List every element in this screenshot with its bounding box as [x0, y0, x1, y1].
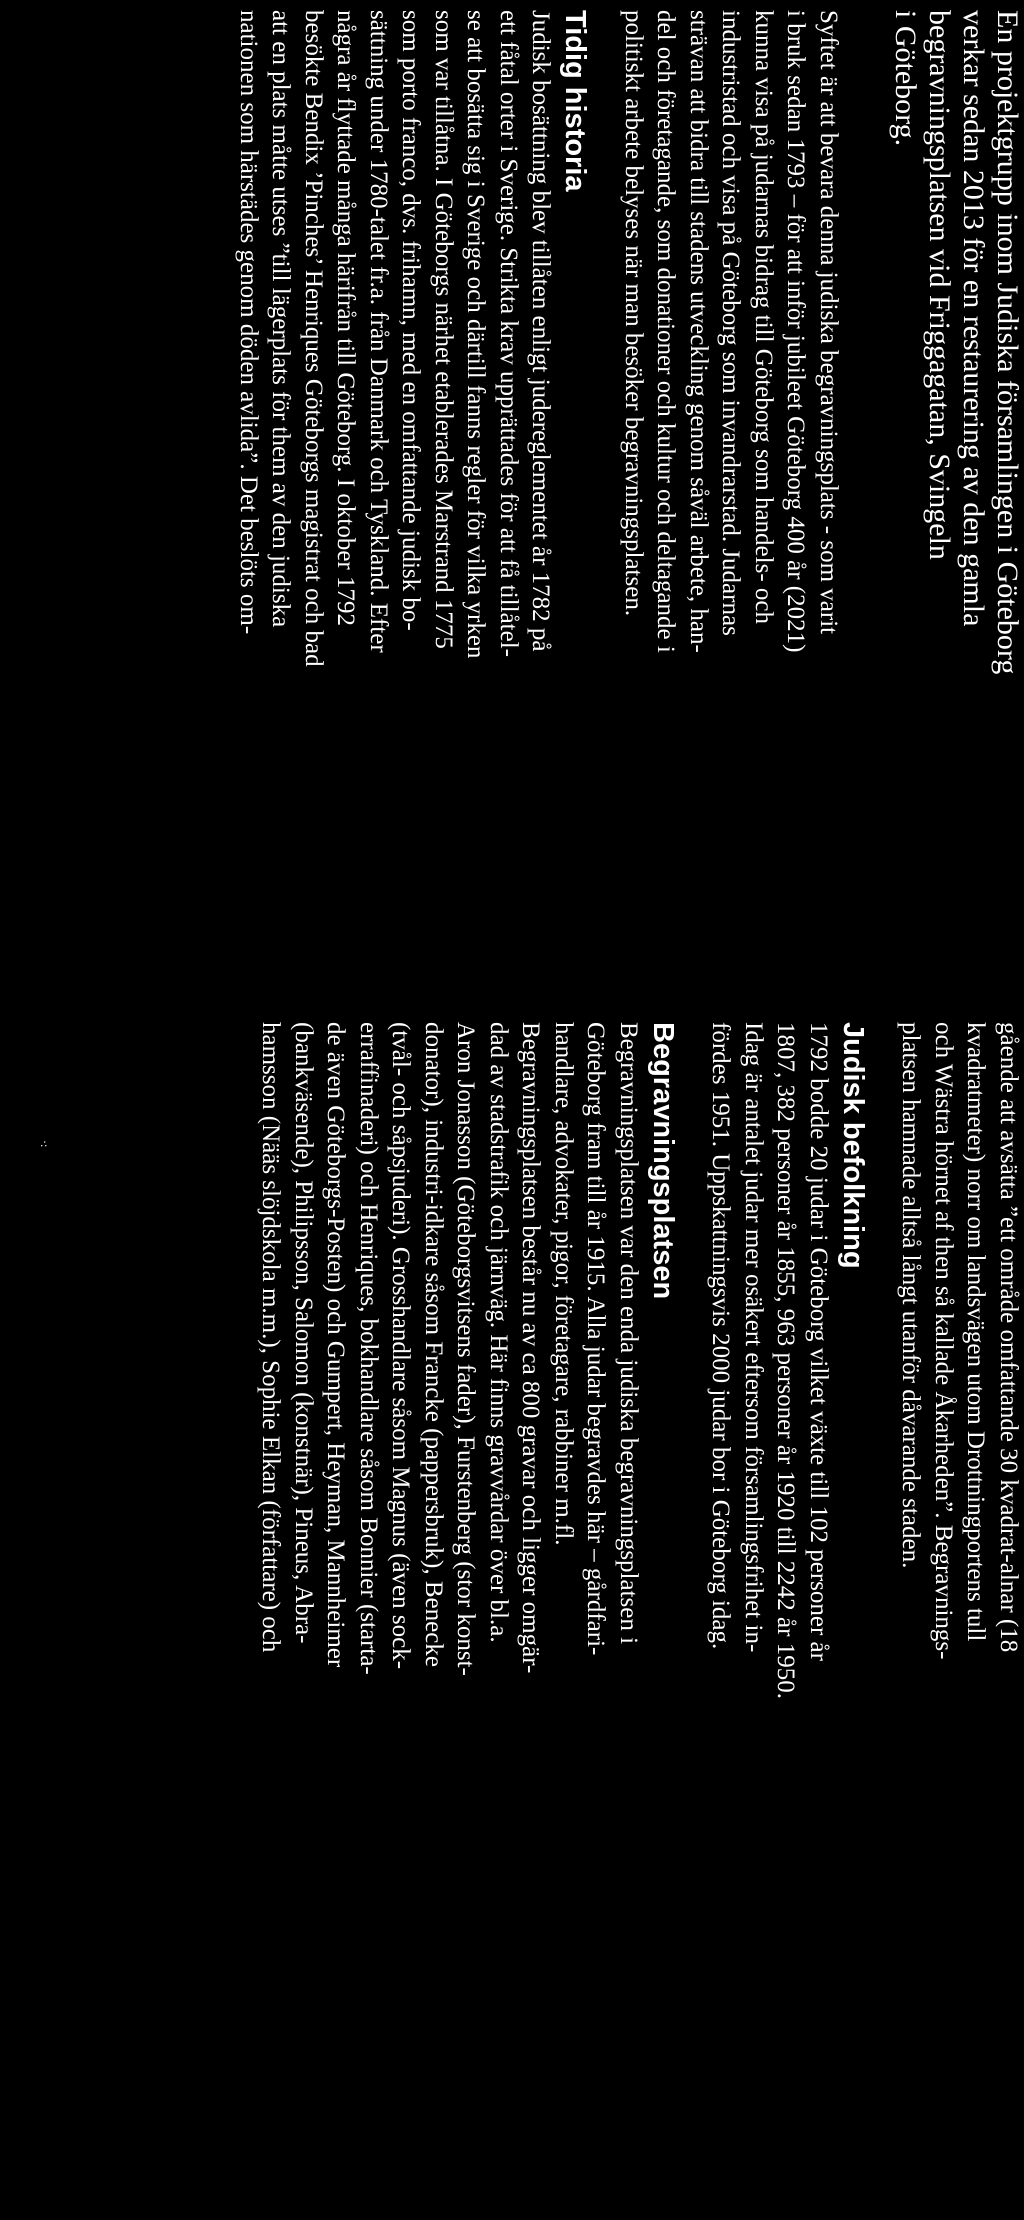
population-paragraph	[704, 1022, 834, 2022]
section-heading-history: Tidig historia	[559, 10, 592, 192]
text-line: ett fåtal orter i Sverige. Strikta krav upprättades för att få tillåtel-	[495, 10, 522, 657]
right-column	[229, 1022, 1024, 2022]
text-line: 1807, 382 personer år 1855, 963 personer år 1920 till 2242 år 1950.	[772, 1022, 800, 1699]
text-line: En projektgrupp inom Judiska församlingen i Göteborg	[991, 10, 1024, 675]
text-line: industristad och visa på Göteborg som invandrarstad. Judarnas	[717, 10, 745, 636]
text-line: besökte Bendix ’Pinches’ Henriques Göteborgs magistrat och bad	[300, 10, 327, 667]
text-line: de även Göteborgs-Posten) och Gumpert, Heyman, Mannheimer	[322, 1022, 350, 1668]
text-line: del och företagande, som donationer och kultur och deltagande i	[652, 10, 680, 653]
text-line: platsen hamnade alltså långt utanför dåvarande staden.	[897, 1022, 925, 1569]
text-line: Idag är antalet judar mer osäkert eftersom församlingsfrihet in-	[740, 1022, 767, 1653]
text-line: i Göteborg.	[889, 10, 922, 147]
text-line: handlare, advokater, pigor, företagare, rabbiner m.fl.	[550, 1022, 577, 1546]
text-line: erraffinaderi) och Henriques, bokhandlare såsom Bonnier (starta-	[355, 1022, 382, 1675]
text-line: verkar sedan 2013 för en restaurering av den gamla	[957, 10, 990, 627]
text-line: Begravningsplatsen var den enda judiska begravningsplatsen i	[615, 1022, 642, 1645]
cemetery-paragraph	[254, 1022, 644, 2022]
text-line: Göteborg fram till år 1915. Alla judar begravdes här – gårdfari-	[582, 1022, 610, 1656]
text-line: Begravningsplatsen består nu av ca 800 gravar och ligger omgär-	[517, 1022, 545, 1674]
text-line: donator), industri-idkare såsom Francke (pappersbruk), Benecke	[420, 1022, 447, 1667]
text-line: nationen som härstädes genom döden avlida”. Det beslöts om-	[235, 10, 262, 635]
text-line: i bruk sedan 1793 – för att inför jubileet Göteborg 400 år (2021)	[782, 10, 810, 653]
scan-speck: ·:	[38, 1140, 52, 1148]
text-line: fördes 1951. Uppskattningsvis 2000 judar bor i Göteborg idag.	[707, 1022, 735, 1650]
text-line: 1792 bodde 20 judar i Göteborg vilket växte till 102 personer år	[805, 1022, 832, 1661]
text-line: som var tillåtna. I Göteborgs närhet etablerades Marstrand 1775	[430, 10, 457, 649]
text-line: Syftet är att bevara denna judiska begravningsplats - som varit	[815, 10, 842, 635]
text-line: att en plats måtte utses ”till lägerplats för them av den judiska	[267, 10, 295, 628]
lead-paragraph	[888, 10, 1024, 1000]
section-heading-cemetery: Begravningsplatsen	[647, 1022, 679, 1300]
text-line: sättning under 1780-talet fr.a. från Danmark och Tyskland. Efter	[365, 10, 392, 653]
history-paragraph	[232, 10, 557, 1000]
text-line: dad av stadstrafik och järnväg. Här finns gravvårdar över bl.a.	[485, 1022, 512, 1643]
text-line: se att bosätta sig i Sverige och därtill fanns regler för vilka yrken	[462, 10, 490, 659]
text-line: som porto franco, dvs. frihamn, med en omfattande judisk bo-	[397, 10, 425, 631]
continuation-paragraph	[894, 1022, 1024, 2022]
text-line: Aron Jonasson (Göteborgsvitsens fader), Furstenberg (stor konst-	[452, 1022, 480, 1676]
text-line: begravningsplatsen vid Friggagatan, Svingeln	[923, 10, 956, 560]
text-line: hamsson (Nääs slöjdskola m.m.), Sophie Elkan (författare) och	[257, 1022, 285, 1653]
left-column	[207, 0, 1024, 1000]
text-line: politiskt arbete belyses när man besöker begravningsplatsen.	[620, 10, 647, 617]
text-line: (bankväsende), Philipsson, Salomon (konstnär), Pineus, Abra-	[290, 1022, 317, 1644]
purpose-paragraph	[617, 10, 845, 1000]
text-line: kvadratmeter) norr om landsvägen utom Drottningportens tull	[962, 1022, 990, 1642]
section-heading-population: Judisk befolkning	[837, 1022, 869, 1269]
text-line: några år flyttade många härifrån till Göteborg. I oktober 1792	[332, 10, 360, 626]
text-line: (tvål- och såpsjuderi). Grosshandlare såsom Magnus (även sock-	[387, 1022, 415, 1670]
text-line: gående att avsätta ”ett område omfattande 30 kvadrat-alnar (18	[995, 1022, 1022, 1653]
text-line: Judisk bosättning blev tillåten enligt judereglementet år 1782 på	[527, 10, 555, 652]
text-line: kunna visa på judarnas bidrag till Göteborg som handels- och	[750, 10, 777, 624]
text-line: och Wästra hörnet af then så kallade Åkarheden”. Begravnings-	[930, 1022, 957, 1660]
text-line: strävan att bidra till stadens utveckling genom såväl arbete, han-	[685, 10, 712, 653]
